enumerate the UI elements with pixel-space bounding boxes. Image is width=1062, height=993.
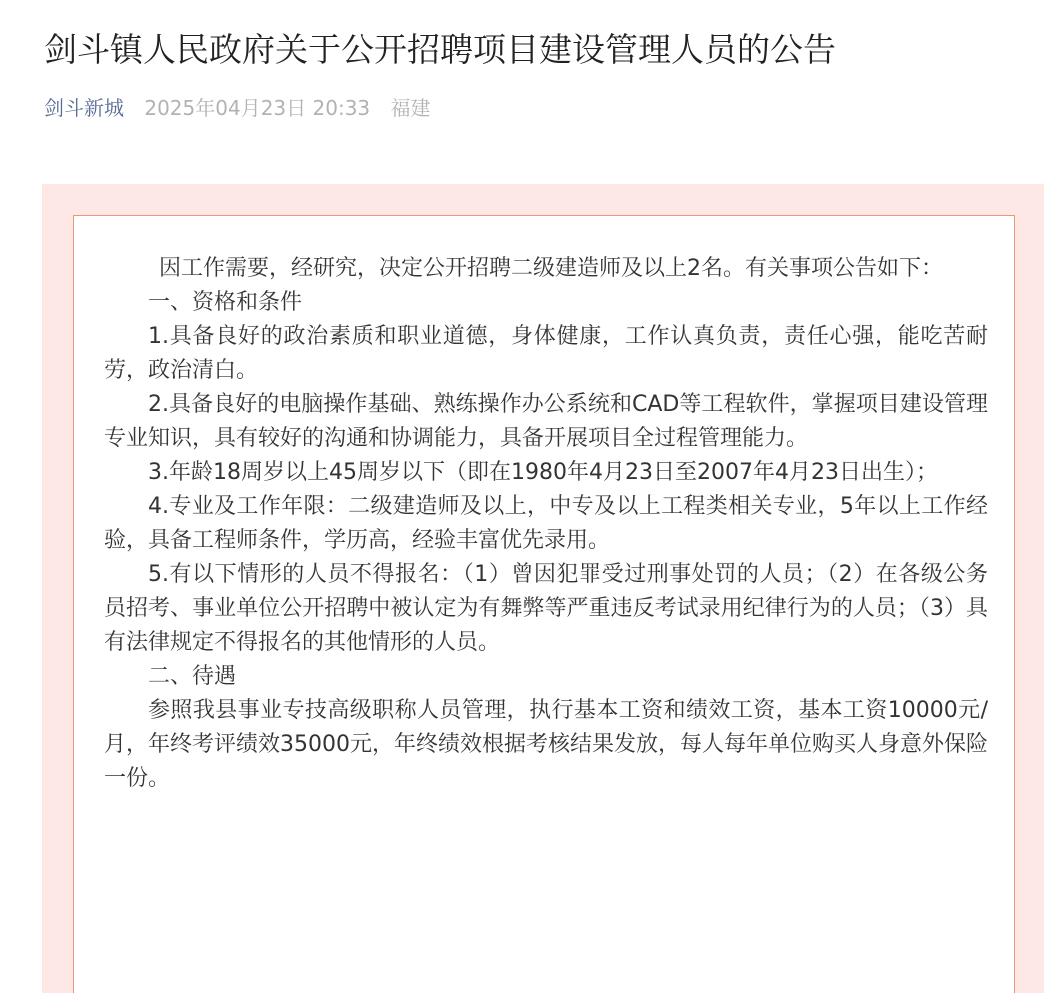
qualification-item-1: 1.具备良好的政治素质和职业道德，身体健康，工作认真负责，责任心强，能吃苦耐劳，政治清白。 bbox=[104, 324, 988, 383]
intro-paragraph: 因工作需要，经研究，决定公开招聘二级建造师及以上2名。有关事项公告如下： bbox=[159, 256, 943, 281]
section-heading-benefits: 二、待遇 bbox=[148, 664, 237, 689]
publish-date: 2025年04月23日 20:33 bbox=[144, 96, 371, 120]
article-title: 剑斗镇人民政府关于公开招聘项目建设管理人员的公告 bbox=[44, 30, 836, 69]
section-heading-qualifications: 一、资格和条件 bbox=[148, 290, 303, 315]
article-meta bbox=[44, 94, 431, 122]
benefits-paragraph: 参照我县事业专技高级职称人员管理，执行基本工资和绩效工资，基本工资10000元/月，年终考评绩效35000元，年终绩效根据考核结果发放，每人每年单位购买人身意外保险一份。 bbox=[104, 698, 988, 791]
article-body bbox=[104, 252, 988, 796]
qualification-item-3: 3.年龄18周岁以上45周岁以下（即在1980年4月23日至2007年4月23日出生）； bbox=[148, 460, 938, 485]
qualification-item-2: 2.具备良好的电脑操作基础、熟练操作办公系统和CAD等工程软件，掌握项目建设管理专业知识，具有较好的沟通和协调能力，具备开展项目全过程管理能力。 bbox=[104, 392, 988, 451]
publish-region: 福建 bbox=[390, 96, 431, 120]
account-name-link[interactable]: 剑斗新城 bbox=[44, 96, 124, 120]
qualification-item-5: 5.有以下情形的人员不得报名：（1）曾因犯罪受过刑事处罚的人员；（2）在各级公务员招考、事业单位公开招聘中被认定为有舞弊等严重违反考试录用纪律行为的人员；（3）具有法律规定不得报名的其他情形的人员。 bbox=[104, 562, 988, 655]
qualification-item-4: 4.专业及工作年限：二级建造师及以上，中专及以上工程类相关专业，5年以上工作经验，具备工程师条件，学历高，经验丰富优先录用。 bbox=[104, 494, 988, 553]
